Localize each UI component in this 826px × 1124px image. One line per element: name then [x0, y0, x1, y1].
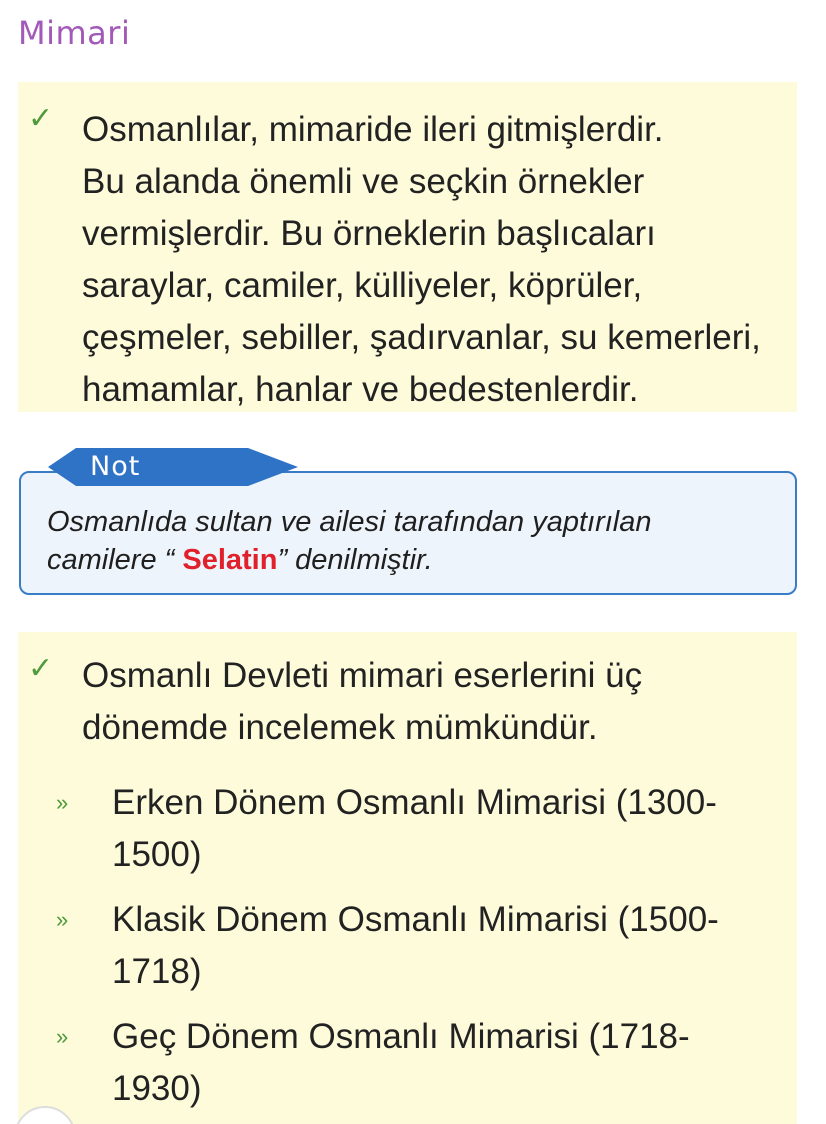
note-box — [19, 471, 797, 595]
list-item-line: 1930) — [112, 1069, 202, 1108]
paragraph-line: dönemde incelemek mümkündür. — [82, 708, 598, 747]
list-item-line: 1500) — [112, 835, 202, 874]
section-title: Mimari — [18, 14, 131, 52]
paragraph-line: çeşmeler, sebiller, şadırvanlar, su kemerleri, — [82, 318, 761, 357]
note-tag — [48, 448, 298, 486]
list-item — [112, 777, 792, 881]
list-item-line: Erken Dönem Osmanlı Mimarisi (1300- — [112, 783, 717, 822]
intro-paragraph — [82, 650, 792, 754]
note-text-before: camilere “ — [47, 544, 183, 576]
selatin-highlight: Selatin — [182, 544, 278, 576]
paragraph-line: Osmanlı Devleti mimari eserlerini üç — [82, 656, 643, 695]
list-item — [112, 1011, 792, 1115]
bullet-icon: » — [56, 790, 69, 815]
bullet-icon: » — [56, 1024, 69, 1049]
note-line: Osmanlıda sultan ve ailesi tarafından yaptırılan — [47, 506, 652, 538]
info-paragraph — [82, 104, 792, 416]
info-box-architecture — [18, 82, 797, 412]
note-label: Not — [90, 451, 141, 482]
paragraph-line: Osmanlılar, mimaride ileri gitmişlerdir. — [82, 110, 664, 149]
note-text — [47, 503, 787, 579]
paragraph-line: Bu alanda önemli ve seçkin örnekler — [82, 162, 645, 201]
paragraph-line: hamamlar, hanlar ve bedestenlerdir. — [82, 370, 639, 409]
check-icon: ✓ — [28, 102, 54, 135]
list-item — [112, 894, 792, 998]
paragraph-line: vermişlerdir. Bu örneklerin başlıcaları — [82, 214, 656, 253]
list-item-line: 1718) — [112, 952, 202, 991]
note-tag-shape — [48, 448, 298, 486]
note-text-after: ” denilmiştir. — [277, 544, 433, 576]
bullet-icon: » — [56, 907, 69, 932]
check-icon: ✓ — [28, 652, 54, 685]
list-item-line: Klasik Dönem Osmanlı Mimarisi (1500- — [112, 900, 719, 939]
paragraph-line: saraylar, camiler, külliyeler, köprüler, — [82, 266, 643, 305]
info-box-periods — [18, 632, 797, 1124]
list-item-line: Geç Dönem Osmanlı Mimarisi (1718- — [112, 1017, 690, 1056]
note-line — [47, 541, 787, 579]
